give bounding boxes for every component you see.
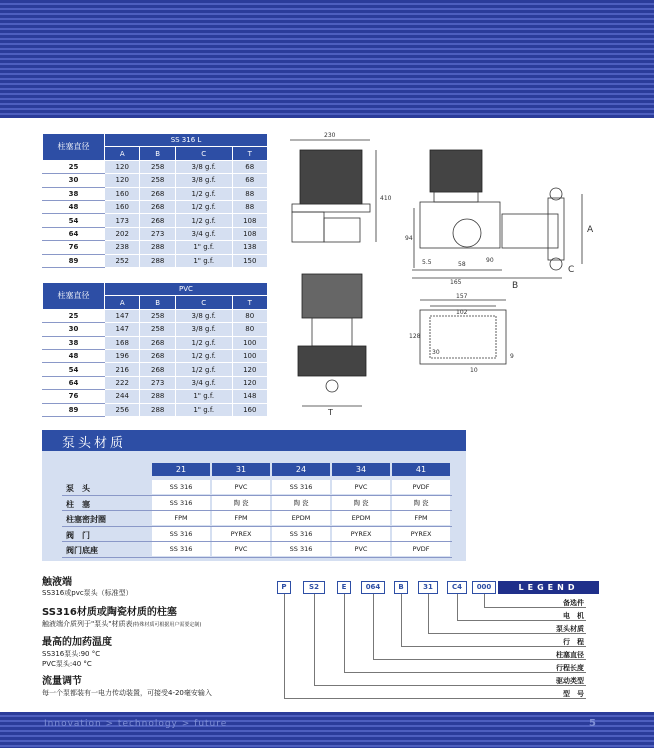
dim-label-b: B xyxy=(512,281,519,291)
table-row xyxy=(43,160,268,173)
material-cell: FPM xyxy=(392,511,450,525)
material-cell: SS 316 xyxy=(152,542,210,556)
col-header-b: B xyxy=(140,147,175,160)
material-cell: PVC xyxy=(212,480,270,494)
motor-neck xyxy=(434,192,478,202)
table-cell: 160 xyxy=(105,200,140,213)
dim-label-c: C xyxy=(568,265,575,275)
material-desc-note: (特殊材质可根据用户需要定制) xyxy=(132,622,202,628)
row-plunger-diameter: 76 xyxy=(43,390,105,403)
material-row-label: 柱塞密封圈 xyxy=(66,515,106,524)
col-header-c: C xyxy=(175,296,232,309)
material-cell: SS 316 xyxy=(272,542,330,556)
motor-body xyxy=(300,150,362,204)
material-cell: PYREX xyxy=(212,527,270,541)
table-cell: 148 xyxy=(232,390,267,403)
table-cell: 273 xyxy=(140,376,175,389)
table-row xyxy=(43,214,268,227)
table-row xyxy=(43,349,268,362)
footer-tagline: Innovation > technology > future xyxy=(44,719,228,729)
table-cell: 288 xyxy=(140,254,175,267)
legend-leader-vertical xyxy=(484,594,485,607)
legend-label-options: 备选件 xyxy=(563,599,584,607)
table-cell: 268 xyxy=(140,187,175,200)
table-cell: 160 xyxy=(105,187,140,200)
row-plunger-diameter: 54 xyxy=(43,363,105,376)
table-cell: 258 xyxy=(140,309,175,322)
row-plunger-diameter: 64 xyxy=(43,376,105,389)
table-cell: 150 xyxy=(232,254,267,267)
table-cell: 3/8 g.f. xyxy=(175,309,232,322)
dim-label-5-5: 5.5 xyxy=(422,259,432,266)
table-cell: 120 xyxy=(105,174,140,187)
table-cell: 88 xyxy=(232,187,267,200)
page-number: 5 xyxy=(589,718,596,729)
table-cell: 268 xyxy=(140,336,175,349)
dim-label-230: 230 xyxy=(324,132,336,139)
dim-label-157: 157 xyxy=(456,293,468,300)
table-cell: 1/2 g.f. xyxy=(175,363,232,376)
table-cell: 216 xyxy=(105,363,140,376)
legend-leader-vertical xyxy=(344,594,345,672)
table-row xyxy=(43,403,268,416)
dim-label-30: 30 xyxy=(432,349,440,356)
table-cell: 238 xyxy=(105,241,140,254)
table-cell: 288 xyxy=(140,403,175,416)
col-header-a: A xyxy=(105,147,140,160)
row-plunger-diameter: 48 xyxy=(43,200,105,213)
table-cell: 3/8 g.f. xyxy=(175,160,232,173)
table-row xyxy=(43,187,268,200)
material-cell: SS 316 xyxy=(152,527,210,541)
table-title: PVC xyxy=(105,283,268,296)
table-cell: 1" g.f. xyxy=(175,390,232,403)
table-title: SS 316 L xyxy=(105,134,268,147)
code-segment-s2: S2 xyxy=(303,581,325,594)
table-cell: 100 xyxy=(232,336,267,349)
material-code-21: 21 xyxy=(152,463,210,476)
table-cell: 168 xyxy=(105,336,140,349)
legend-label-plunger-dia: 柱塞直径 xyxy=(556,651,584,659)
material-code-31: 31 xyxy=(212,463,270,476)
table-cell: 1" g.f. xyxy=(175,254,232,267)
base-footprint xyxy=(430,316,496,358)
dim-label-58: 58 xyxy=(458,261,466,268)
table-cell: 196 xyxy=(105,349,140,362)
row-plunger-diameter: 25 xyxy=(43,160,105,173)
table-row xyxy=(43,254,268,267)
legend-label-stroke: 行 程 xyxy=(563,638,584,646)
table-row xyxy=(43,200,268,213)
legend-leader-vertical xyxy=(314,594,315,685)
legend-leader-vertical xyxy=(428,594,429,633)
table-body xyxy=(43,160,268,267)
table-cell: 1/2 g.f. xyxy=(175,200,232,213)
code-segment-c4: C4 xyxy=(447,581,467,594)
material-cell: PYREX xyxy=(332,527,390,541)
row-plunger-diameter: 48 xyxy=(43,349,105,362)
dim-label-128: 128 xyxy=(409,333,421,340)
material-code-24: 24 xyxy=(272,463,330,476)
material-cell: SS 316 xyxy=(152,496,210,510)
material-cell: FPM xyxy=(212,511,270,525)
table-cell: 80 xyxy=(232,323,267,336)
legend-label-model: 型 号 xyxy=(563,690,584,698)
legend-label-head-material: 泵头材质 xyxy=(556,625,584,633)
material-cell: PVC xyxy=(332,480,390,494)
table-cell: 258 xyxy=(140,174,175,187)
col-header-b: B xyxy=(140,296,175,309)
row-plunger-diameter: 30 xyxy=(43,323,105,336)
code-segment-000: 000 xyxy=(472,581,496,594)
table-cell: 258 xyxy=(140,160,175,173)
table-cell: 147 xyxy=(105,309,140,322)
table-row xyxy=(43,241,268,254)
table-cell: 1" g.f. xyxy=(175,241,232,254)
row-plunger-diameter: 38 xyxy=(43,187,105,200)
material-cell: PVC xyxy=(212,542,270,556)
code-segment-e: E xyxy=(337,581,351,594)
bottom-stripe-band xyxy=(0,712,654,748)
table-cell: 108 xyxy=(232,227,267,240)
valve-block xyxy=(548,198,564,260)
table-cell: 120 xyxy=(232,376,267,389)
material-cell: PVC xyxy=(332,542,390,556)
code-segment-064: 064 xyxy=(361,581,385,594)
table-cell: 3/4 g.f. xyxy=(175,376,232,389)
legend-label-drive-type: 驱动类型 xyxy=(556,677,584,685)
row-plunger-diameter: 76 xyxy=(43,241,105,254)
table-cell: 3/8 g.f. xyxy=(175,323,232,336)
dim-label-165: 165 xyxy=(450,279,462,286)
table-cell: 256 xyxy=(105,403,140,416)
table-cell: 268 xyxy=(140,363,175,376)
material-cell: EPDM xyxy=(272,511,330,525)
wetted-end-subtitle: SS316或pvc泵头（标准型） xyxy=(42,589,133,597)
col-header-t: T xyxy=(232,147,267,160)
code-segment-31: 31 xyxy=(418,581,438,594)
table-cell: 80 xyxy=(232,309,267,322)
material-cell: PYREX xyxy=(392,527,450,541)
top-stripe-band xyxy=(0,0,654,118)
row-plunger-diameter: 30 xyxy=(43,174,105,187)
table-row xyxy=(43,227,268,240)
table-cell: 1/2 g.f. xyxy=(175,187,232,200)
pump-technical-drawing xyxy=(272,128,612,418)
table-cell: 244 xyxy=(105,390,140,403)
table-row xyxy=(43,363,268,376)
table-cell: 273 xyxy=(140,227,175,240)
legend-label-motor: 电 机 xyxy=(563,612,584,620)
legend-box: LEGEND xyxy=(498,581,599,594)
col-header-t: T xyxy=(232,296,267,309)
top-view-pump-head xyxy=(298,346,366,376)
table-cell: 3/8 g.f. xyxy=(175,174,232,187)
material-row-label: 阀 门 xyxy=(66,530,90,540)
table-cell: 268 xyxy=(140,349,175,362)
row-plunger-diameter: 25 xyxy=(43,309,105,322)
table-row xyxy=(43,309,268,322)
table-cell: 100 xyxy=(232,349,267,362)
table-cell: 160 xyxy=(232,403,267,416)
table-cell: 288 xyxy=(140,241,175,254)
material-cell: 陶 瓷 xyxy=(332,496,390,510)
dimension-table-pvc xyxy=(42,282,268,417)
material-row-label: 阀门底座 xyxy=(66,546,98,555)
material-row-divider xyxy=(62,557,452,558)
materials-title: 泵头材质 xyxy=(62,436,127,451)
table-cell: 258 xyxy=(140,323,175,336)
material-desc-text: 触液端介质列于"泵头"材质表 xyxy=(42,620,133,628)
flow-adjust-desc: 每一个泵都装有一电力传动装置，可接受4-20毫安输入 xyxy=(42,689,212,697)
gearbox-front xyxy=(420,202,500,248)
row-plunger-diameter: 64 xyxy=(43,227,105,240)
row-plunger-diameter: 38 xyxy=(43,336,105,349)
table-cell: 120 xyxy=(232,363,267,376)
code-segment-b: B xyxy=(394,581,408,594)
gearbox-flange xyxy=(292,204,370,212)
material-code-34: 34 xyxy=(332,463,390,476)
table-body xyxy=(43,309,268,416)
plunger-housing xyxy=(453,219,481,247)
material-cell: FPM xyxy=(152,511,210,525)
max-temp-title: 最高的加药温度 xyxy=(42,637,112,648)
table-cell: 222 xyxy=(105,376,140,389)
table-cell: 1/2 g.f. xyxy=(175,214,232,227)
table-row xyxy=(43,390,268,403)
top-view-motor xyxy=(302,274,362,318)
dim-label-t: T xyxy=(328,408,333,417)
table-row xyxy=(43,376,268,389)
table-cell: 68 xyxy=(232,174,267,187)
material-cell: EPDM xyxy=(332,511,390,525)
table-cell: 288 xyxy=(140,390,175,403)
pump-head-side xyxy=(324,218,360,242)
plunger-material-title: SS316材质或陶瓷材质的柱塞 xyxy=(42,607,177,618)
table-row xyxy=(43,174,268,187)
table-cell: 138 xyxy=(232,241,267,254)
legend-leader-vertical xyxy=(373,594,374,659)
dim-label-10: 10 xyxy=(470,367,478,374)
table-cell: 88 xyxy=(232,200,267,213)
table-row xyxy=(43,323,268,336)
table-cell: 147 xyxy=(105,323,140,336)
table-cell: 202 xyxy=(105,227,140,240)
max-temp-pvc: PVC泵头:40 °C xyxy=(42,660,92,668)
top-view-body xyxy=(312,318,352,346)
legend-label-stroke-length: 行程长度 xyxy=(556,664,584,672)
material-cell: 陶 瓷 xyxy=(212,496,270,510)
table-cell: 1/2 g.f. xyxy=(175,349,232,362)
dim-label-90: 90 xyxy=(486,257,494,264)
material-row-label: 泵 头 xyxy=(66,484,90,493)
flow-adjust-title: 流量调节 xyxy=(42,676,82,687)
material-cell: 陶 瓷 xyxy=(272,496,330,510)
col-header-c: C xyxy=(175,147,232,160)
material-cell: 陶 瓷 xyxy=(392,496,450,510)
table-cell: 120 xyxy=(105,160,140,173)
dim-label-102: 102 xyxy=(456,309,468,316)
material-cell: SS 316 xyxy=(152,480,210,494)
material-cell: PVDF xyxy=(392,480,450,494)
wetted-end-title: 触液端 xyxy=(42,577,72,588)
table-cell: 108 xyxy=(232,214,267,227)
max-temp-ss316: SS316泵头:90 °C xyxy=(42,650,101,658)
material-code-41: 41 xyxy=(392,463,450,476)
row-plunger-diameter: 89 xyxy=(43,254,105,267)
material-row-label: 柱 塞 xyxy=(66,499,90,509)
legend-leader-vertical xyxy=(284,594,285,698)
code-segment-p: P xyxy=(277,581,291,594)
table-corner-label: 柱塞直径 xyxy=(43,283,105,310)
table-cell: 1" g.f. xyxy=(175,403,232,416)
col-header-a: A xyxy=(105,296,140,309)
legend-leader-vertical xyxy=(401,594,402,646)
table-cell: 268 xyxy=(140,200,175,213)
dim-label-9: 9 xyxy=(510,353,514,360)
table-cell: 1/2 g.f. xyxy=(175,336,232,349)
material-cell: PVDF xyxy=(392,542,450,556)
table-cell: 173 xyxy=(105,214,140,227)
dim-label-94: 94 xyxy=(405,235,413,242)
material-cell: SS 316 xyxy=(272,527,330,541)
table-cell: 268 xyxy=(140,214,175,227)
plunger-material-desc xyxy=(42,619,201,629)
table-cell: 68 xyxy=(232,160,267,173)
dimension-table-ss316 xyxy=(42,133,268,268)
table-corner-label: 柱塞直径 xyxy=(43,134,105,161)
row-plunger-diameter: 89 xyxy=(43,403,105,416)
material-cell: SS 316 xyxy=(272,480,330,494)
table-cell: 252 xyxy=(105,254,140,267)
motor-front xyxy=(430,150,482,192)
dim-label-410: 410 xyxy=(380,195,392,202)
gearbox-body xyxy=(292,212,324,242)
table-cell: 3/4 g.f. xyxy=(175,227,232,240)
dim-label-a: A xyxy=(587,225,594,235)
pump-head-front xyxy=(502,214,558,248)
table-row xyxy=(43,336,268,349)
row-plunger-diameter: 54 xyxy=(43,214,105,227)
legend-leader-vertical xyxy=(457,594,458,620)
top-view-port xyxy=(326,380,338,392)
